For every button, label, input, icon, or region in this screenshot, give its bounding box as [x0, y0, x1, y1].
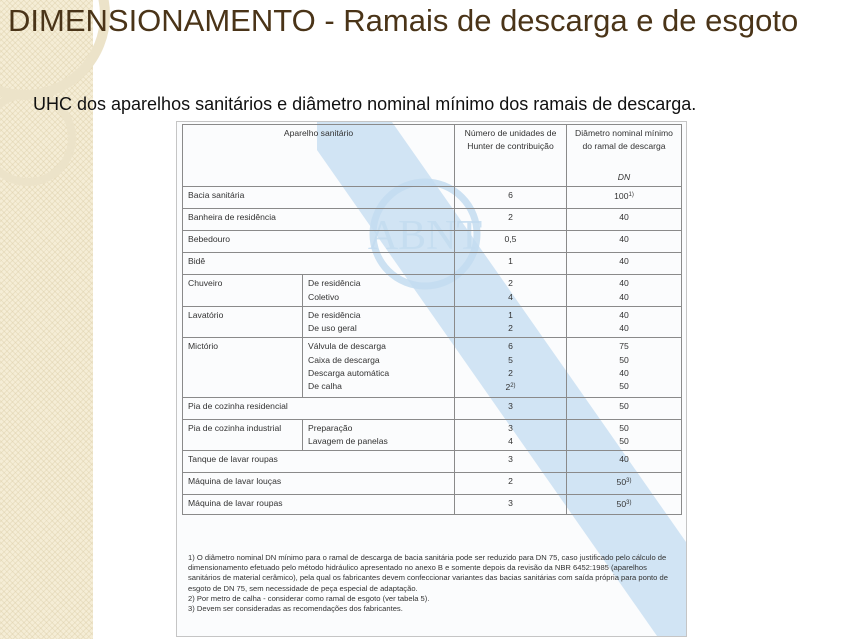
- cell-value: Lavagem de panelas: [308, 435, 388, 446]
- cell-value: 1: [508, 256, 513, 267]
- cell-value: 40: [619, 278, 629, 289]
- table-row: [183, 209, 682, 231]
- uhc-value: [455, 231, 567, 253]
- header-dn: Diâmetro nominal mínimo do ramal de descarga: [567, 125, 682, 170]
- apparatus-name: Bacia sanitária: [183, 187, 455, 209]
- cell-value: 40: [619, 309, 629, 320]
- table-row: [183, 253, 682, 275]
- cell-value: Coletivo: [308, 291, 340, 302]
- slide-title: DIMENSIONAMENTO - Ramais de descarga e de esgoto: [8, 3, 799, 38]
- apparatus-name: Máquina de lavar roupas: [183, 495, 455, 514]
- cell-value: De residência: [308, 309, 361, 320]
- cell-value: 50: [616, 477, 627, 488]
- table-row: [183, 306, 682, 338]
- table-note: 1) O diâmetro nominal DN mínimo para o ramal de descarga de bacia sanitária pode ser reduzido para DN 75, caso justificado pelo cálculo de dimensionamento efetuado pelo método hidráulico apresentado no anexo B e somente depois da revisão da NBR 6452:1985 (aparelhos sanitários de material cerâmico), pela qual os fabricantes devem confeccionar variantes das bacias sanitárias com saída própria para ponto de esgoto de DN 75, sem necessidade de peça especial de adaptação.: [188, 553, 668, 593]
- apparatus-variant: [303, 306, 455, 338]
- cell-value: Preparação: [308, 422, 353, 433]
- dn-value: [567, 209, 682, 231]
- uhc-value: [455, 451, 567, 473]
- cell-value: 3: [508, 400, 513, 411]
- table-row: [183, 419, 682, 451]
- cell-value: 40: [619, 256, 629, 267]
- apparatus-name: Bebedouro: [183, 231, 455, 253]
- footnote-marker: 3): [626, 478, 632, 485]
- cell-value: 6: [508, 190, 513, 201]
- cell-value: De calha: [308, 381, 342, 392]
- apparatus-name: Pia de cozinha industrial: [183, 419, 303, 451]
- apparatus-name: Mictório: [183, 338, 303, 397]
- cell-value: 4: [508, 435, 513, 446]
- footnote-marker: 2): [510, 383, 516, 390]
- dn-value: [567, 253, 682, 275]
- table-notes: [182, 551, 681, 616]
- apparatus-variant: [303, 275, 455, 307]
- apparatus-name: Máquina de lavar louças: [183, 473, 455, 495]
- table-row: [183, 451, 682, 473]
- cell-value: 3: [508, 498, 513, 509]
- footnote-marker: 1): [628, 192, 634, 199]
- watermark-text: ABNT: [367, 213, 483, 259]
- table-note: 3) Devem ser consideradas as recomendações dos fabricantes.: [188, 604, 403, 614]
- cell-value: De uso geral: [308, 323, 357, 334]
- dn-value: [567, 187, 682, 209]
- uhc-value: [455, 338, 567, 397]
- dn-value: [567, 473, 682, 495]
- cell-value: 40: [619, 368, 629, 379]
- cell-value: 3: [508, 422, 513, 433]
- apparatus-variant: [303, 419, 455, 451]
- cell-value: 40: [619, 234, 629, 245]
- table-row: [183, 495, 682, 514]
- cell-value: 50: [616, 499, 627, 510]
- cell-value: 2: [508, 212, 513, 223]
- apparatus-name: Tanque de lavar roupas: [183, 451, 455, 473]
- uhc-value: [455, 275, 567, 307]
- dn-value: [567, 397, 682, 419]
- cell-value: 2: [505, 382, 511, 393]
- table-note: 2) Por metro de calha - considerar como ramal de esgoto (ver tabela 5).: [188, 593, 430, 603]
- cell-value: 100: [614, 191, 629, 202]
- apparatus-name: Pia de cozinha residencial: [183, 397, 455, 419]
- cell-value: 1: [508, 309, 513, 320]
- apparatus-name: Banheira de residência: [183, 209, 455, 231]
- cell-value: 50: [619, 400, 629, 411]
- dn-value: [567, 495, 682, 514]
- uhc-value: [455, 253, 567, 275]
- header-apparatus: Aparelho sanitário: [183, 125, 455, 187]
- table-row: [183, 187, 682, 209]
- apparatus-name: Bidê: [183, 253, 455, 275]
- cell-value: Descarga automática: [308, 368, 390, 379]
- cell-value: 4: [508, 291, 513, 302]
- cell-value: 40: [619, 454, 629, 465]
- cell-value: 50: [619, 422, 629, 433]
- norm-table-image: [176, 121, 687, 637]
- cell-value: 40: [619, 212, 629, 223]
- cell-value: De residência: [308, 278, 361, 289]
- cell-value: Válvula de descarga: [308, 341, 386, 352]
- header-dn-unit: DN: [567, 169, 682, 187]
- dn-value: [567, 419, 682, 451]
- cell-value: 5: [508, 354, 513, 365]
- apparatus-name: Lavatório: [183, 306, 303, 338]
- dn-value: [567, 275, 682, 307]
- apparatus-name: Chuveiro: [183, 275, 303, 307]
- cell-value: 40: [619, 323, 629, 334]
- cell-value: 50: [619, 435, 629, 446]
- table-row: [183, 231, 682, 253]
- cell-value: 3: [508, 454, 513, 465]
- uhc-value: [455, 473, 567, 495]
- uhc-value: [455, 397, 567, 419]
- uhc-value: [455, 306, 567, 338]
- cell-value: 2: [508, 368, 513, 379]
- dn-value: [567, 231, 682, 253]
- footnote-marker: 3): [626, 500, 632, 507]
- cell-value: Caixa de descarga: [308, 354, 380, 365]
- cell-value: 2: [508, 278, 513, 289]
- table-header-row: [183, 125, 682, 170]
- table-row: [183, 275, 682, 307]
- cell-value: 75: [619, 341, 629, 352]
- slide-subtitle: UHC dos aparelhos sanitários e diâmetro nominal mínimo dos ramais de descarga.: [33, 94, 697, 114]
- dn-value: [567, 451, 682, 473]
- cell-value: 40: [619, 291, 629, 302]
- uhc-value: [455, 495, 567, 514]
- uhc-value: [455, 187, 567, 209]
- table-row: [183, 473, 682, 495]
- cell-value: 2: [508, 476, 513, 487]
- apparatus-variant: [303, 338, 455, 397]
- cell-value: 2: [508, 323, 513, 334]
- table-row: [183, 397, 682, 419]
- table-row: [183, 338, 682, 397]
- cell-value: 50: [619, 381, 629, 392]
- cell-value: 50: [619, 354, 629, 365]
- cell-value: 6: [508, 341, 513, 352]
- header-uhc: Número de unidades de Hunter de contribuição: [455, 125, 567, 187]
- uhc-value: [455, 209, 567, 231]
- uhc-table: [182, 124, 682, 515]
- cell-value: 0,5: [504, 234, 517, 245]
- uhc-value: [455, 419, 567, 451]
- dn-value: [567, 338, 682, 397]
- dn-value: [567, 306, 682, 338]
